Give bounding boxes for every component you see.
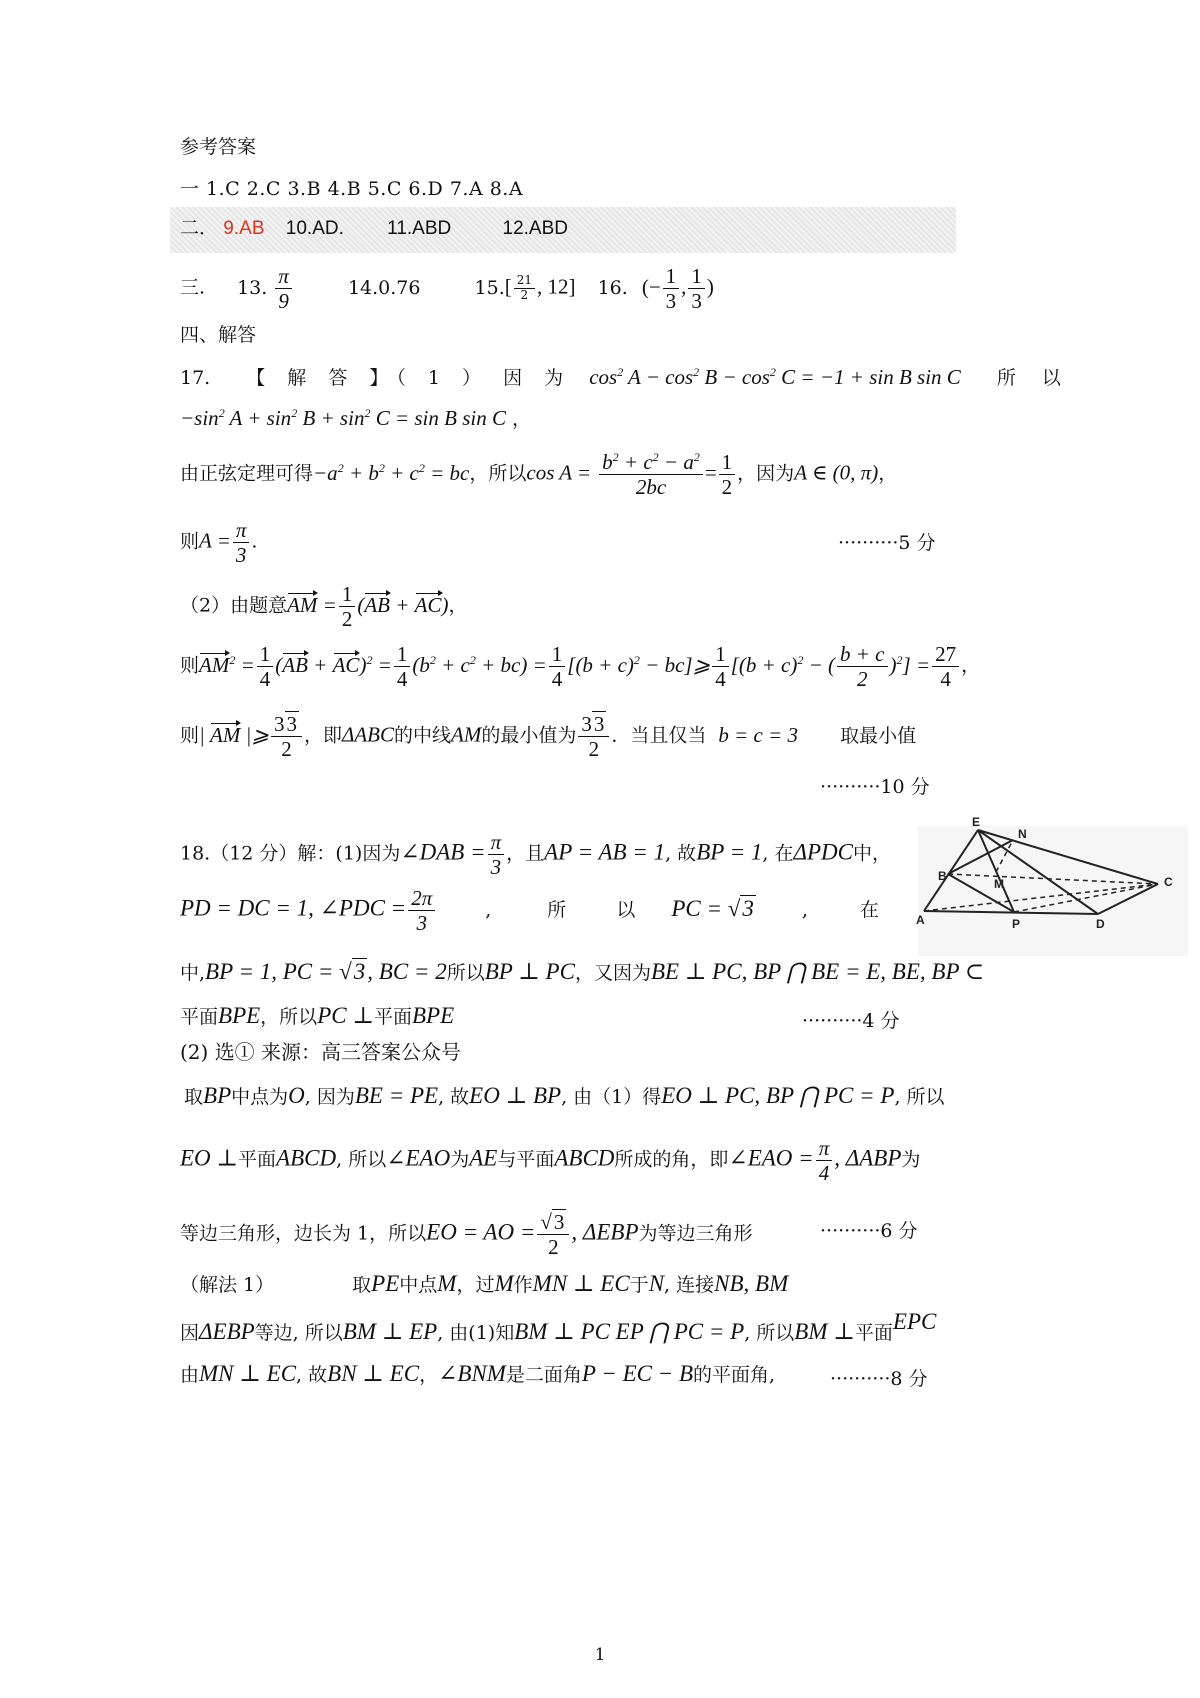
answer-9: 9.AB	[223, 218, 265, 239]
q17-line2: $-\sin^2$ $A + \sin^2 B + \sin^2 C = \sin B$ sin C ，	[180, 406, 532, 430]
q18-part2-line4: （解法 1） 取PE中点M，过M作MN ⊥ EC于N, 连接NB, BM	[180, 1271, 789, 1296]
label-m: M	[994, 877, 1004, 891]
q17-line1: 17. 【 解 答 】（ 1 ） 因 为 $\cos^2 A - \cos^2 B - \cos^2 C = -1 + \sin B$ sin C 所 以	[180, 365, 1071, 389]
answer-title: 参考答案	[180, 136, 257, 158]
q18-part2-line3: 等边三角形，边长为 1，所以EO = AO = $\frac{√3}{2}$ , ΔEBP为等边三角形	[180, 1210, 753, 1260]
q17-part2-line3: 则| AM |⩾ $\frac{33}{2}$ ，即ΔABC的中线AM的最小值为 $\frac{33}{2}$ ．当且仅当 b = c = 3 取最小值	[180, 712, 917, 762]
q18-line4: 平面BPE，所以PC ⊥平面BPE	[180, 1003, 455, 1028]
answer-11: 11.ABD	[387, 218, 452, 239]
pyramid-figure	[916, 815, 1188, 956]
q18-part2: (2) 选① 来源：高三答案公众号	[180, 1040, 462, 1064]
q18-part2-line5: 因ΔEBP等边, 所以BM ⊥ EP, 由(1)知BM ⊥ PC EP ⋂ PC = P, 所以BM ⊥平面EPC	[180, 1309, 937, 1344]
q18-line2: PD = DC = 1, ∠PDC = $\frac{2\pi}{3}$ , 所 以 PC = √3 , 在	[180, 886, 879, 936]
section-one-answers: 一 1.C 2.C 3.B 4.B 5.C 6.D 7.A 8.A	[180, 178, 524, 200]
label-e: E	[972, 815, 981, 829]
answer-13-frac: $\frac{\pi}{9}$	[275, 264, 292, 313]
label-a: A	[916, 913, 925, 927]
q18-line3: 中,BP = 1, PC = √3, BC = 2所以BP ⊥ PC，又因为BE ⊥ PC, BP ⋂ BE = E, BE, BP ⊂	[180, 959, 985, 984]
section-two-answers: 二． 9.AB 10.AD. 11.ABD 12.ABD	[180, 218, 568, 239]
q17-score1: ··········5 分	[838, 532, 936, 554]
label-p: P	[1012, 917, 1021, 931]
label-b: B	[938, 869, 947, 883]
q17-part2-line2: 则$AM^2$ = $\frac{1}{4}$ (AB + AC)$^2$ = $\frac{1}{4}$ $(b^2 + c^2 + bc)$ = $\frac{1}{4}$ [$(b + c)^2$ − bc]⩾ $\frac{1}{4}$ [$(b + c)^2$ − ( $\frac{b + c}{2}$ )$^2$] = $\frac{27}{4}$ ，	[180, 642, 981, 692]
q17-line3: 由正弦定理可得$-a^2 + b^2 + c^2$ = bc，所以cos A = $\frac{b^2 + c^2 - a^2}{2bc}$ = $\frac{1}{2}$ ，因为A ∈ (0, π)，	[180, 450, 898, 500]
q18-score1: ··········4 分	[802, 1010, 900, 1032]
answer-12: 12.ABD	[502, 218, 568, 239]
q18-part2-line1: 取BP中点为O, 因为BE = PE, 故EO ⊥ BP, 由（1）得EO ⊥ PC, BP ⋂ PC = P, 所以	[184, 1083, 945, 1108]
q18-line1: 18.（12 分）解：(1)因为∠DAB = $\frac{\pi}{3}$ ，且AP = AB = 1, 故BP = 1, 在ΔPDC中，	[180, 830, 892, 880]
q17-score2: ··········10 分	[820, 776, 930, 798]
answer-10: 10.AD.	[285, 218, 344, 239]
label-d: D	[1096, 917, 1105, 931]
q18-score3: ··········8 分	[830, 1368, 928, 1390]
q18-part2-line2: EO ⊥平面ABCD, 所以∠EAO为AE与平面ABCD所成的角，即∠EAO = $\frac{\pi}{4}$ , ΔABP为	[180, 1136, 921, 1186]
section-three-answers: 三. 13. $\frac{\pi}{9}$ 14.0.76 15.[ $\frac{21}{2}$ , 12] 16. (− $\frac{1}{3}$ , $\frac{1}{3}$ )	[180, 264, 714, 314]
page-number: 1	[594, 1645, 606, 1665]
label-n: N	[1018, 827, 1027, 841]
section-four-title: 四、解答	[180, 324, 257, 346]
label-c: C	[1164, 875, 1173, 889]
q17-line4: 则A = $\frac{\pi}{3}$ .	[180, 518, 258, 568]
q18-score2: ··········6 分	[820, 1220, 918, 1242]
q18-part2-line6: 由MN ⊥ EC, 故BN ⊥ EC，∠BNM是二面角P − EC − B的平面角,	[180, 1361, 776, 1386]
q17-part2: （2）由题意AM = $\frac{1}{2}$ (AB + AC)，	[180, 582, 468, 632]
